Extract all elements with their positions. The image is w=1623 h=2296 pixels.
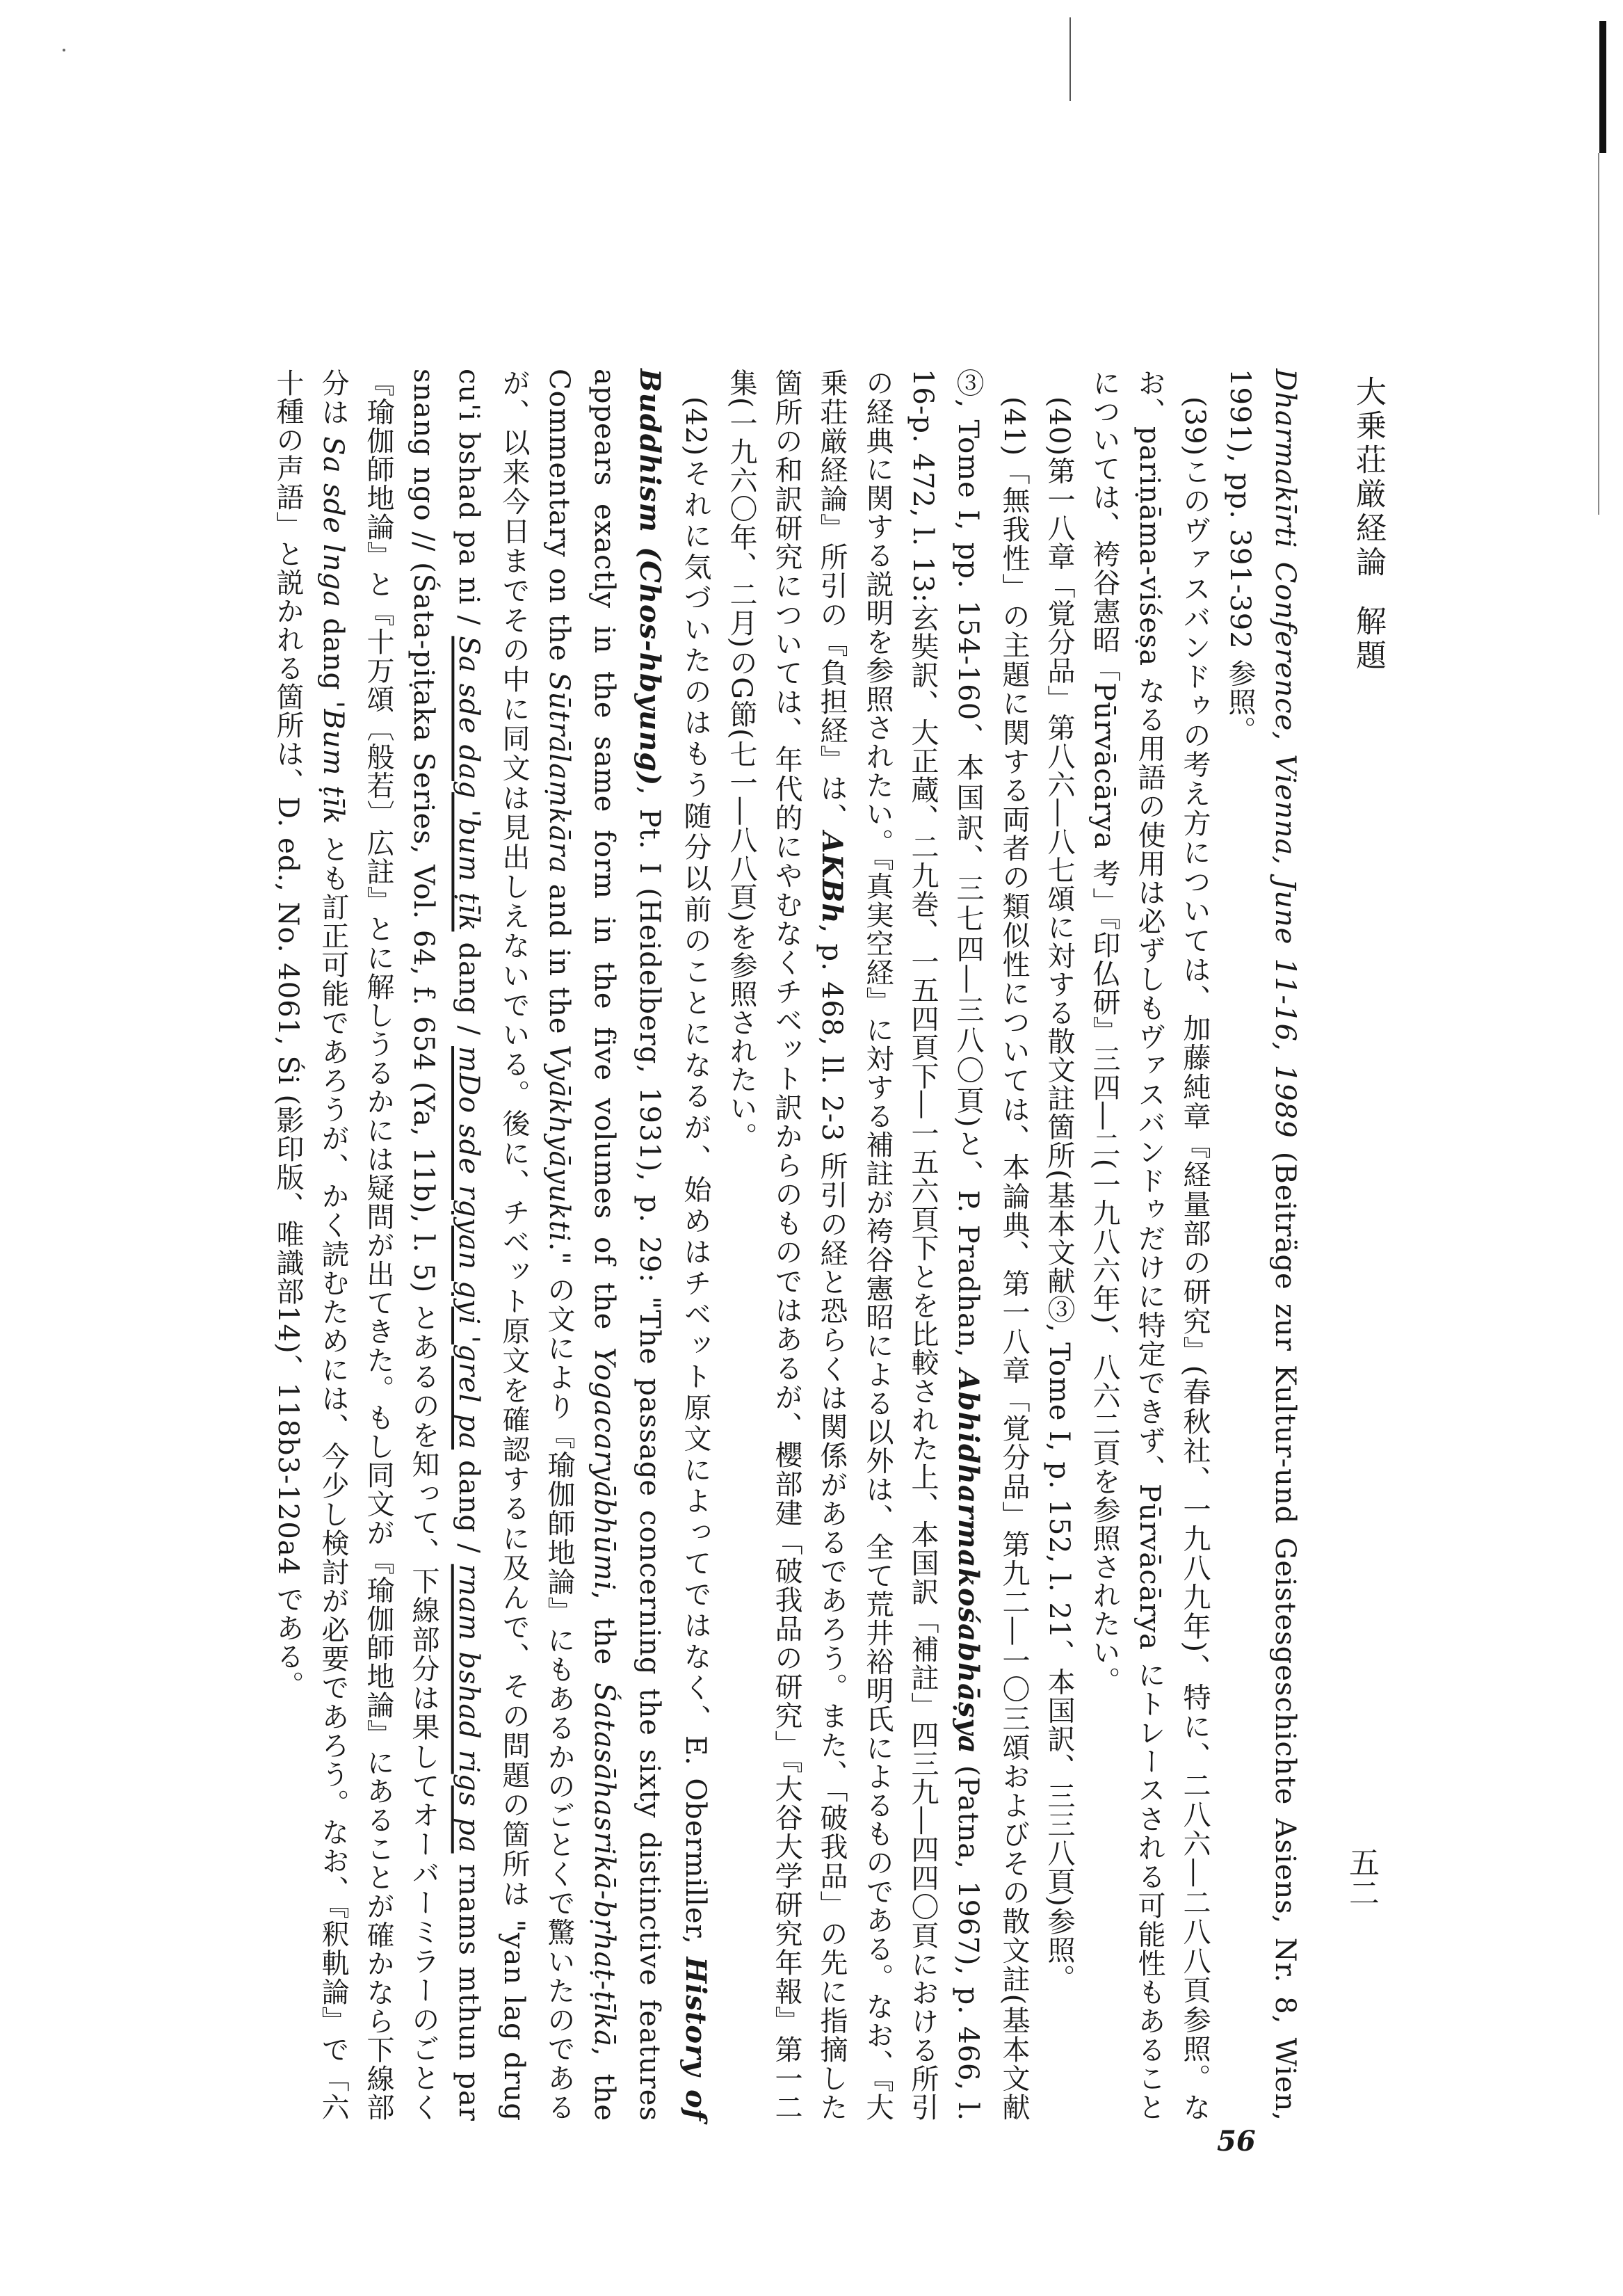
note-text-run: rnams mthun par snang ngo // (Śata-piṭaka Series, Vol. 64, f. 654 (Ya, 11b), l. 5) とあるのを知って、下線部分は果してオーバーミラーのごとく『瑜伽師地論』と『十万頌〔般若〕広註』とに解しうるかには疑問が出てきた。もし同文が『瑜伽師地論』にあることが確かなら下線部分は xyxy=(317,369,485,2121)
note-text-run: Abhidharmakośabhāṣya xyxy=(952,1369,985,1754)
note-text-run: ." の文により『瑜伽師地論』にもあるかのごとくで驚いたのであるが、以来今日までその中に同文は見出しえないでいる。後に、チベット原文を確認するに及んで、その問題の箇所は "yan lag drug cu'i bshad pa ni / xyxy=(453,369,575,2122)
note-text-run: (Patna, 1967), p. 466, l. 16-p. 472, l. 13:玄奘訳、大正蔵、二九巻、一五四頁下―一五六頁下とを比較された上、本国訳「補註」四三九―四四〇頁における所引の経典に関する説明を参照されたい。『真実空経』に対する補註が袴谷憲昭による以外は、全て荒井裕明氏によるものである。なお、『大乗荘厳経論』所引の『負担経』は、 xyxy=(816,369,984,2121)
note-42 xyxy=(265,369,718,2121)
book-title: 大乗荘厳経論 xyxy=(1350,376,1386,580)
note-text-run: Sa sde lnga xyxy=(317,436,349,609)
note-text-run: mDo sde rgyan gyi 'grel pa xyxy=(453,1046,485,1450)
scan-dot xyxy=(63,49,65,51)
note-text-run: Sa sde dag 'bum ṭīk xyxy=(453,636,485,932)
scan-edge-line xyxy=(1598,153,1599,515)
page-number-kanji: 五二 xyxy=(1343,1847,1379,1908)
page-number: 56 xyxy=(1217,2125,1256,2158)
note-text-run: , Pt. I (Heidelberg, 1931), p. 29: "The passage concerning the sixty distinctive features appears exactly in the same form in the five volumes of the xyxy=(588,369,665,2121)
note-text-run: and in the xyxy=(543,874,575,1045)
section-title: 解題 xyxy=(1350,605,1386,673)
note-text-run: AKBh xyxy=(816,831,848,924)
note-text-run: , p. 468, ll. 2-3 所引の経と恐らくは関係があるであろう。また、「破我品」の先に指摘した箇所の和訳研究については、年代的にやむなくチベット訳からのものではあるが、櫻部建「破我品の研究」『大谷大学研究年報』第一二集(一九六〇年、二月)のG節(七一―八八頁)を参照されたい。 xyxy=(725,369,848,2121)
note-text-run: Sūtrālaṃkāra xyxy=(543,672,575,874)
note-text-run: (Beiträge zur Kultur-und Geistesgeschichte Asiens, Nr. 8, Wien, 1991), pp. 391-392 参照。 xyxy=(1224,369,1301,2121)
note-text-run: Yogacaryābhūmi xyxy=(588,1347,620,1591)
note-40 xyxy=(1036,369,1081,2121)
note-text-run: とも訂正可能であろうが、かく読むためには、今少し検討が必要であろう。なお、『釈軌論』で「六十種の声語」と説かれる箇所は、D. ed., No. 4061, Śi (影印版、唯識部14)、118b3-120a4 である。 xyxy=(272,369,349,2122)
note-38-tail xyxy=(1217,369,1307,2121)
note-text-run: 'Bum ṭīk xyxy=(317,700,349,825)
note-text-run: dang / xyxy=(453,931,485,1047)
endnotes-body xyxy=(97,369,1307,2121)
note-text-run: Dharmakīrti Conference, Vienna, June 11-16, 1989 xyxy=(1269,369,1301,1139)
scan-top-mark xyxy=(1069,17,1071,101)
scan-edge-bar xyxy=(1599,21,1606,153)
note-text-run: (42)それに気づいたのはもう随分以前のことになるが、始めはチベット原文によってではなく、E. Obermiller, xyxy=(679,396,711,1957)
note-text-run: dang xyxy=(317,608,349,701)
note-39 xyxy=(1081,369,1217,2121)
running-head xyxy=(1346,376,1390,673)
note-text-run: (40)第一八章「覚分品」第八六―八七頌に対する散文註箇所(基本文献③, Tome I, p. 152, l. 21、本国訳、三三八頁)参照。 xyxy=(1043,396,1075,1993)
note-text-run: (39)このヴァスバンドゥの考え方については、加藤純章『経量部の研究』(春秋社、一九八九年)、特に、二八六―二八八頁参照。なお、pariṇāma-viśeṣa なる用語の使用は必ずしもヴァスバンドゥだけに特定できず、Pūrvācārya にトレースされる可能性もあることについては、袴谷憲昭「Pūrvācārya 考」『印仏研』三四―二(一九八六年)、八六二頁を参照されたい。 xyxy=(1088,369,1211,2121)
note-text-run: rnam bshad rigs pa xyxy=(453,1564,485,1854)
note-text-run: , the xyxy=(588,1591,620,1683)
note-text-run: , the Commentary on the xyxy=(543,369,620,2122)
note-text-run: (41)「無我性」の主題に関する両者の類似性については、本論典、第一八章「覚分品」第九二―一〇三頌およびその散文註(基本文献③, Tome I, pp. 154-160、本国訳、三七四―三八〇頁)と、P. Pradhan, xyxy=(952,369,1030,2121)
note-41 xyxy=(718,369,1036,2121)
note-text-run: Śatasāhasrikā-bṛhaṭ-ṭīkā xyxy=(588,1682,620,2048)
note-text-run: dang / xyxy=(453,1450,485,1564)
note-text-run: Vyākhyāyukti xyxy=(543,1045,575,1242)
note-text-run: History of Buddhism (Chos-hbyung) xyxy=(633,369,712,2121)
